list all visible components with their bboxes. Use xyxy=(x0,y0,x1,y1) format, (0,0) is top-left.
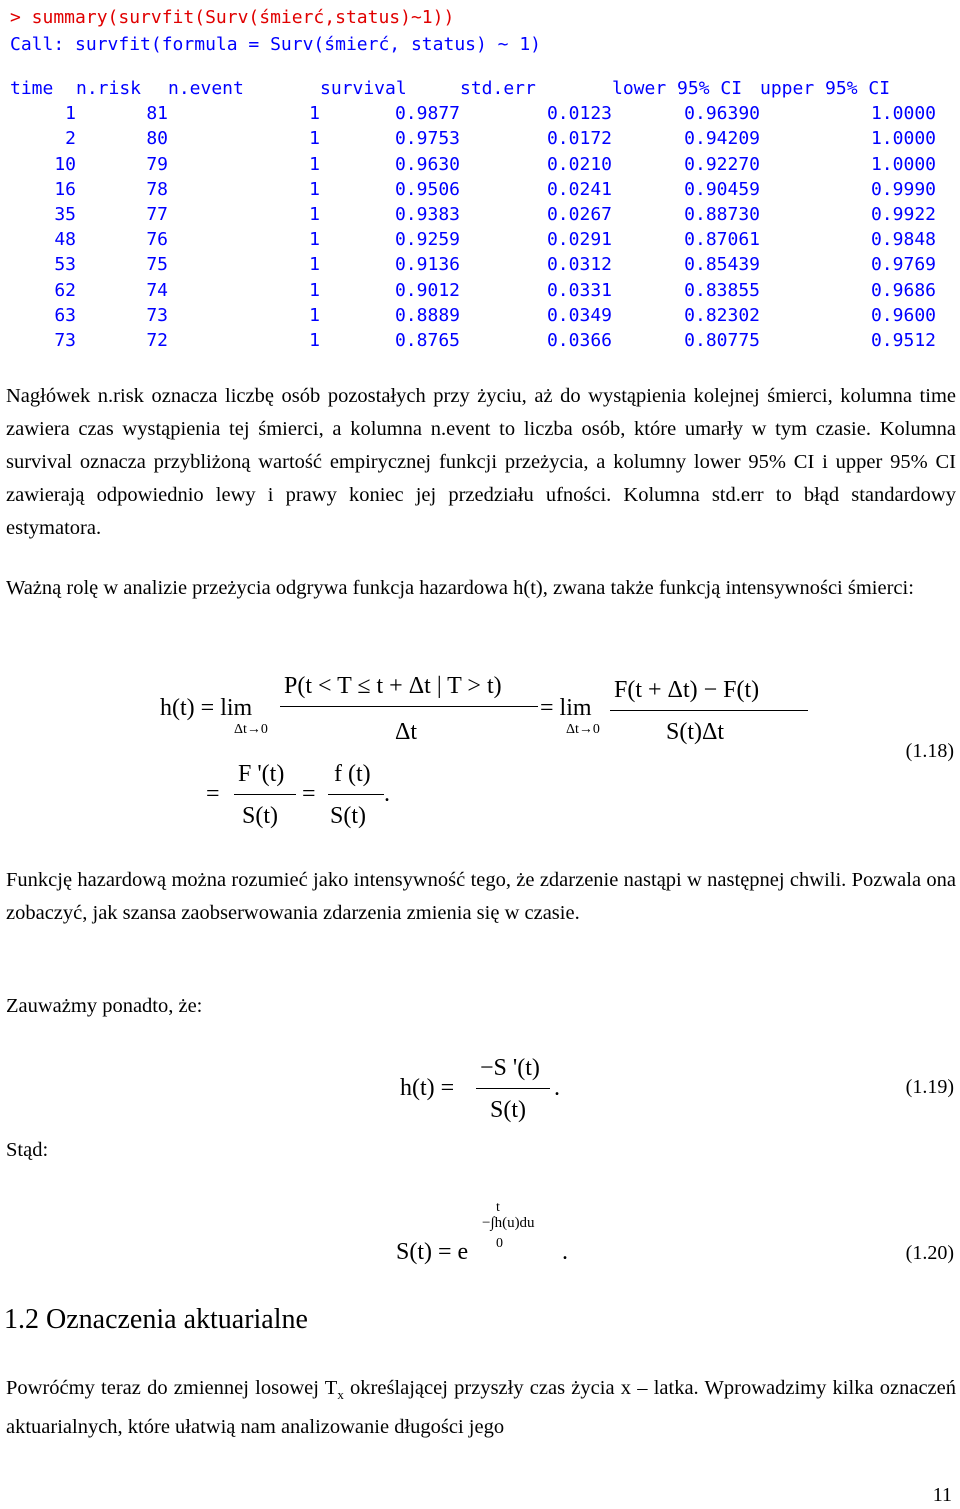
eq119-dot: . xyxy=(554,1075,560,1101)
cell-lower-ci: 0.82302 xyxy=(684,304,760,326)
cell-survival: 0.9630 xyxy=(394,153,460,175)
eq119-frac-line xyxy=(476,1088,550,1089)
table-row xyxy=(10,252,936,277)
cell-upper-ci: 0.9769 xyxy=(870,254,936,276)
cell-std-err: 0.0210 xyxy=(546,153,612,175)
cell-std-err: 0.0241 xyxy=(546,178,612,200)
paragraph-hence: Stąd: xyxy=(6,1139,49,1161)
col-header-lower-ci: lower 95% CI xyxy=(612,78,743,100)
cell-survival: 0.8889 xyxy=(394,304,460,326)
p6-text-b: określającej przyszły czas życia x – latka. Wprowadzimy kilka oznaczeń aktuarialnych, które ułatwią nam analizowanie długości jego xyxy=(6,1377,957,1439)
cell-n-event: 1 xyxy=(309,103,320,125)
section-heading: 1.2 Oznaczenia aktuarialne xyxy=(4,1304,308,1335)
eq120-lhs: S(t) = e xyxy=(396,1239,469,1265)
cell-upper-ci: 1.0000 xyxy=(870,103,936,125)
cell-time: 2 xyxy=(65,128,76,150)
cell-time: 10 xyxy=(54,153,76,175)
eq118-number: (1.18) xyxy=(905,740,954,762)
cell-n-event: 1 xyxy=(309,178,320,200)
table-row xyxy=(10,101,936,126)
col-header-time: time xyxy=(10,78,54,100)
cell-survival: 0.9259 xyxy=(394,229,460,251)
table-row xyxy=(10,126,936,151)
eq118-den1: Δt xyxy=(395,719,418,745)
equation-1-19 xyxy=(0,1050,960,1130)
table-row xyxy=(10,152,936,177)
paragraph-note: Zauważmy ponadto, że: xyxy=(6,995,203,1017)
paragraph-hazard-intro: Ważną rolę w analizie przeżycia odgrywa funkcja hazardowa h(t), zwana także funkcją intensywności śmierci: xyxy=(6,577,914,599)
cell-n-risk: 75 xyxy=(146,254,168,276)
cell-n-event: 1 xyxy=(309,229,320,251)
cell-lower-ci: 0.83855 xyxy=(684,279,760,301)
eq118-frac3-line xyxy=(234,794,296,795)
eq118-num3: F '(t) xyxy=(238,761,285,787)
eq118-lim-sub: Δt→0 xyxy=(234,722,268,737)
cell-lower-ci: 0.92270 xyxy=(684,153,760,175)
cell-lower-ci: 0.94209 xyxy=(684,128,760,150)
eq118-eq3: = xyxy=(206,781,220,807)
cell-n-risk: 77 xyxy=(146,204,168,226)
cell-n-risk: 72 xyxy=(146,329,168,351)
eq119-lhs: h(t) = xyxy=(400,1075,455,1101)
eq118-lhs: h(t) = lim xyxy=(160,695,253,721)
cell-n-risk: 79 xyxy=(146,153,168,175)
eq120-lower: 0 xyxy=(496,1236,503,1251)
cell-survival: 0.9012 xyxy=(394,279,460,301)
eq118-frac1-line xyxy=(280,706,538,707)
eq119-number: (1.19) xyxy=(905,1076,954,1098)
table-row xyxy=(10,303,936,328)
cell-lower-ci: 0.80775 xyxy=(684,329,760,351)
eq118-eq4: = xyxy=(302,781,316,807)
eq118-frac2-line xyxy=(610,710,808,711)
eq118-num2: F(t + Δt) − F(t) xyxy=(614,677,760,703)
eq120-upper: t xyxy=(496,1200,500,1215)
console-call-line: Call: survfit(formula = Surv(śmierć, status) ~ 1) xyxy=(10,34,542,55)
cell-std-err: 0.0312 xyxy=(546,254,612,276)
cell-std-err: 0.0349 xyxy=(546,304,612,326)
cell-time: 35 xyxy=(54,204,76,226)
cell-upper-ci: 1.0000 xyxy=(870,128,936,150)
cell-time: 53 xyxy=(54,254,76,276)
page-number: 11 xyxy=(932,1484,952,1506)
cell-time: 63 xyxy=(54,304,76,326)
eq118-num4: f (t) xyxy=(334,761,371,787)
cell-n-event: 1 xyxy=(309,279,320,301)
cell-upper-ci: 0.9848 xyxy=(870,229,936,251)
cell-n-risk: 78 xyxy=(146,178,168,200)
col-header-n-risk: n.risk xyxy=(76,78,142,100)
cell-std-err: 0.0172 xyxy=(546,128,612,150)
eq118-dot: . xyxy=(384,781,390,807)
paragraph-hazard-interpretation: Funkcję hazardową można rozumieć jako intensywność tego, że zdarzenie nastąpi w następnej chwili. Pozwala ona zobaczyć, jak szansa zaobserwowania zdarzenia zmienia się w czasie. xyxy=(6,869,956,924)
paragraph-column-description: Nagłówek n.risk oznacza liczbę osób pozostałych przy życiu, aż do wystąpienia kolejnej śmierci, kolumna time zawiera czas wystąpienia tej śmierci, a kolumna n.event to liczba osób, które umarły w tym czasie. Kolumna survival oznacza przybliżoną wartość empirycznej funkcji przeżycia, a kolumny lower 95% CI i upper 95% CI zawierają odpowiednio lewy i prawy koniec jej przedziału ufności. Kolumna std.err to błąd standardowy estymatora. xyxy=(6,385,956,539)
paragraph-actuarial xyxy=(6,1372,956,1444)
cell-n-event: 1 xyxy=(309,304,320,326)
eq118-lim-sub2: Δt→0 xyxy=(566,722,600,737)
table-row xyxy=(10,202,936,227)
eq119-den: S(t) xyxy=(490,1097,526,1123)
cell-survival: 0.9877 xyxy=(394,103,460,125)
cell-n-risk: 81 xyxy=(146,103,168,125)
col-header-survival: survival xyxy=(320,78,407,100)
p6-subscript: x xyxy=(337,1387,344,1403)
cell-time: 1 xyxy=(65,103,76,125)
col-header-upper-ci: upper 95% CI xyxy=(760,78,891,100)
cell-survival: 0.9753 xyxy=(394,128,460,150)
eq118-den3: S(t) xyxy=(242,803,278,829)
cell-n-event: 1 xyxy=(309,128,320,150)
eq119-num: −S '(t) xyxy=(480,1055,540,1081)
table-body xyxy=(10,101,936,353)
cell-n-event: 1 xyxy=(309,204,320,226)
cell-time: 48 xyxy=(54,229,76,251)
cell-n-risk: 73 xyxy=(146,304,168,326)
cell-std-err: 0.0123 xyxy=(546,103,612,125)
cell-time: 16 xyxy=(54,178,76,200)
eq120-dot: . xyxy=(562,1239,568,1265)
cell-std-err: 0.0366 xyxy=(546,329,612,351)
cell-n-event: 1 xyxy=(309,329,320,351)
col-header-std-err: std.err xyxy=(460,78,536,100)
cell-survival: 0.9506 xyxy=(394,178,460,200)
cell-lower-ci: 0.87061 xyxy=(684,229,760,251)
cell-upper-ci: 0.9600 xyxy=(870,304,936,326)
cell-n-risk: 76 xyxy=(146,229,168,251)
cell-upper-ci: 0.9922 xyxy=(870,204,936,226)
cell-n-event: 1 xyxy=(309,254,320,276)
eq120-number: (1.20) xyxy=(905,1242,954,1264)
eq118-frac4-line xyxy=(328,794,384,795)
cell-lower-ci: 0.96390 xyxy=(684,103,760,125)
cell-time: 62 xyxy=(54,279,76,301)
col-header-n-event: n.event xyxy=(168,78,244,100)
cell-n-risk: 80 xyxy=(146,128,168,150)
eq120-exponent: −∫h(u)du xyxy=(482,1215,535,1231)
cell-upper-ci: 0.9686 xyxy=(870,279,936,301)
cell-std-err: 0.0267 xyxy=(546,204,612,226)
cell-time: 73 xyxy=(54,329,76,351)
table-row xyxy=(10,177,936,202)
table-row xyxy=(10,278,936,303)
cell-lower-ci: 0.88730 xyxy=(684,204,760,226)
cell-survival: 0.9136 xyxy=(394,254,460,276)
eq118-num1: P(t < T ≤ t + Δt | T > t) xyxy=(284,673,502,699)
cell-survival: 0.9383 xyxy=(394,204,460,226)
cell-std-err: 0.0291 xyxy=(546,229,612,251)
equation-1-20 xyxy=(0,1192,960,1272)
cell-std-err: 0.0331 xyxy=(546,279,612,301)
cell-lower-ci: 0.85439 xyxy=(684,254,760,276)
cell-upper-ci: 1.0000 xyxy=(870,153,936,175)
cell-upper-ci: 0.9990 xyxy=(870,178,936,200)
cell-n-event: 1 xyxy=(309,153,320,175)
console-prompt-line: > summary(survfit(Surv(śmierć,status)~1)) xyxy=(10,7,455,28)
table-row xyxy=(10,328,936,353)
eq118-eq2: = lim xyxy=(540,695,592,721)
survfit-summary-table xyxy=(10,76,936,353)
cell-survival: 0.8765 xyxy=(394,329,460,351)
table-row xyxy=(10,227,936,252)
eq118-den2: S(t)Δt xyxy=(666,719,725,745)
table-header-row xyxy=(10,76,936,101)
cell-upper-ci: 0.9512 xyxy=(870,329,936,351)
cell-n-risk: 74 xyxy=(146,279,168,301)
eq118-den4: S(t) xyxy=(330,803,366,829)
p6-text-a: Powróćmy teraz do zmiennej losowej T xyxy=(6,1377,338,1399)
r-console-output xyxy=(10,4,950,58)
equation-1-18 xyxy=(0,660,960,840)
cell-lower-ci: 0.90459 xyxy=(684,178,760,200)
